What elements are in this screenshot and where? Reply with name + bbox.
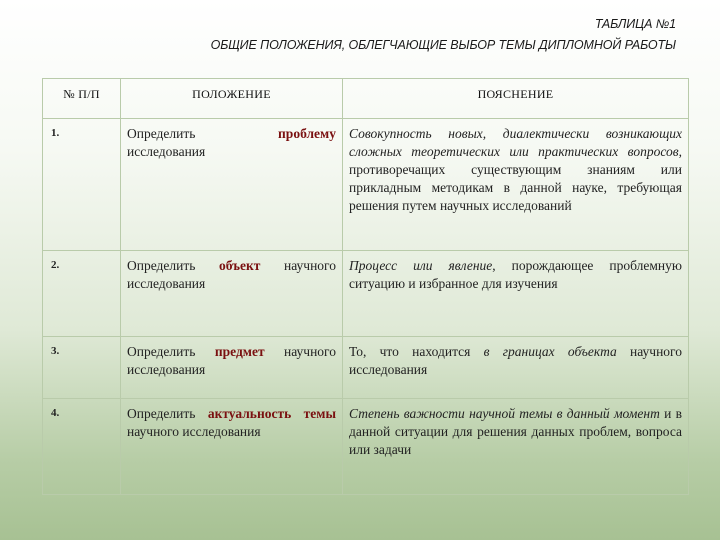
header-explanation: ПОЯСНЕНИЕ bbox=[343, 79, 689, 119]
position-text: научного исследования bbox=[127, 344, 337, 377]
positions-table bbox=[42, 78, 689, 495]
position-cell bbox=[121, 251, 343, 337]
position-keyword: предмет bbox=[214, 344, 265, 359]
explanation-text: Степень важности научной темы в данный момент bbox=[349, 406, 660, 421]
position-cell bbox=[121, 337, 343, 399]
header-position: ПОЛОЖЕНИЕ bbox=[121, 79, 343, 119]
position-text: Определить bbox=[127, 344, 215, 359]
explanation-cell bbox=[343, 337, 689, 399]
row-number: 3. bbox=[43, 337, 121, 399]
position-text: Определить bbox=[127, 406, 208, 421]
position-keyword: проблему bbox=[278, 126, 336, 141]
position-keyword: актуальность темы bbox=[207, 406, 336, 421]
explanation-cell bbox=[343, 119, 689, 251]
position-text: научного исследования bbox=[127, 258, 337, 291]
explanation-text: научного исследования bbox=[349, 344, 683, 377]
explanation-text: , противоречащих существующим знаниям или прикладным методикам в данной науке, требующая решения путем научных исследований bbox=[349, 144, 682, 213]
position-text: исследования bbox=[127, 144, 206, 159]
position-cell bbox=[121, 119, 343, 251]
page-title-block bbox=[211, 14, 676, 56]
table-row bbox=[43, 337, 689, 399]
table-row bbox=[43, 251, 689, 337]
position-text: научного исследования bbox=[127, 424, 261, 439]
position-cell bbox=[121, 399, 343, 495]
table-row bbox=[43, 119, 689, 251]
row-number: 4. bbox=[43, 399, 121, 495]
explanation-text: Совокупность новых, диалектически возникающих сложных bbox=[349, 126, 682, 159]
explanation-text: , порождающее проблемную ситуацию и избранное для изучения bbox=[349, 258, 682, 291]
explanation-text: и в данной ситуации для решения данных проблем, вопроса или задачи bbox=[349, 406, 682, 457]
explanation-text: То, что находится bbox=[349, 344, 484, 359]
explanation-text: в границах объекта bbox=[483, 344, 617, 359]
header-number: № П/П bbox=[43, 79, 121, 119]
position-text: Определить bbox=[127, 126, 279, 141]
table-subtitle: ОБЩИЕ ПОЛОЖЕНИЯ, ОБЛЕГЧАЮЩИЕ ВЫБОР ТЕМЫ ДИПЛОМНОЙ РАБОТЫ bbox=[210, 38, 676, 52]
explanation-cell bbox=[343, 251, 689, 337]
explanation-cell bbox=[343, 399, 689, 495]
position-text: Определить bbox=[127, 258, 219, 273]
position-keyword: объект bbox=[219, 258, 261, 273]
table-row bbox=[43, 399, 689, 495]
explanation-text: теоретических или практических вопросов bbox=[411, 144, 679, 159]
row-number: 1. bbox=[43, 119, 121, 251]
table-number-title: ТАБЛИЦА №1 bbox=[594, 17, 676, 31]
table-header-row bbox=[43, 79, 689, 119]
row-number: 2. bbox=[43, 251, 121, 337]
explanation-text: Процесс или явление bbox=[349, 258, 493, 273]
